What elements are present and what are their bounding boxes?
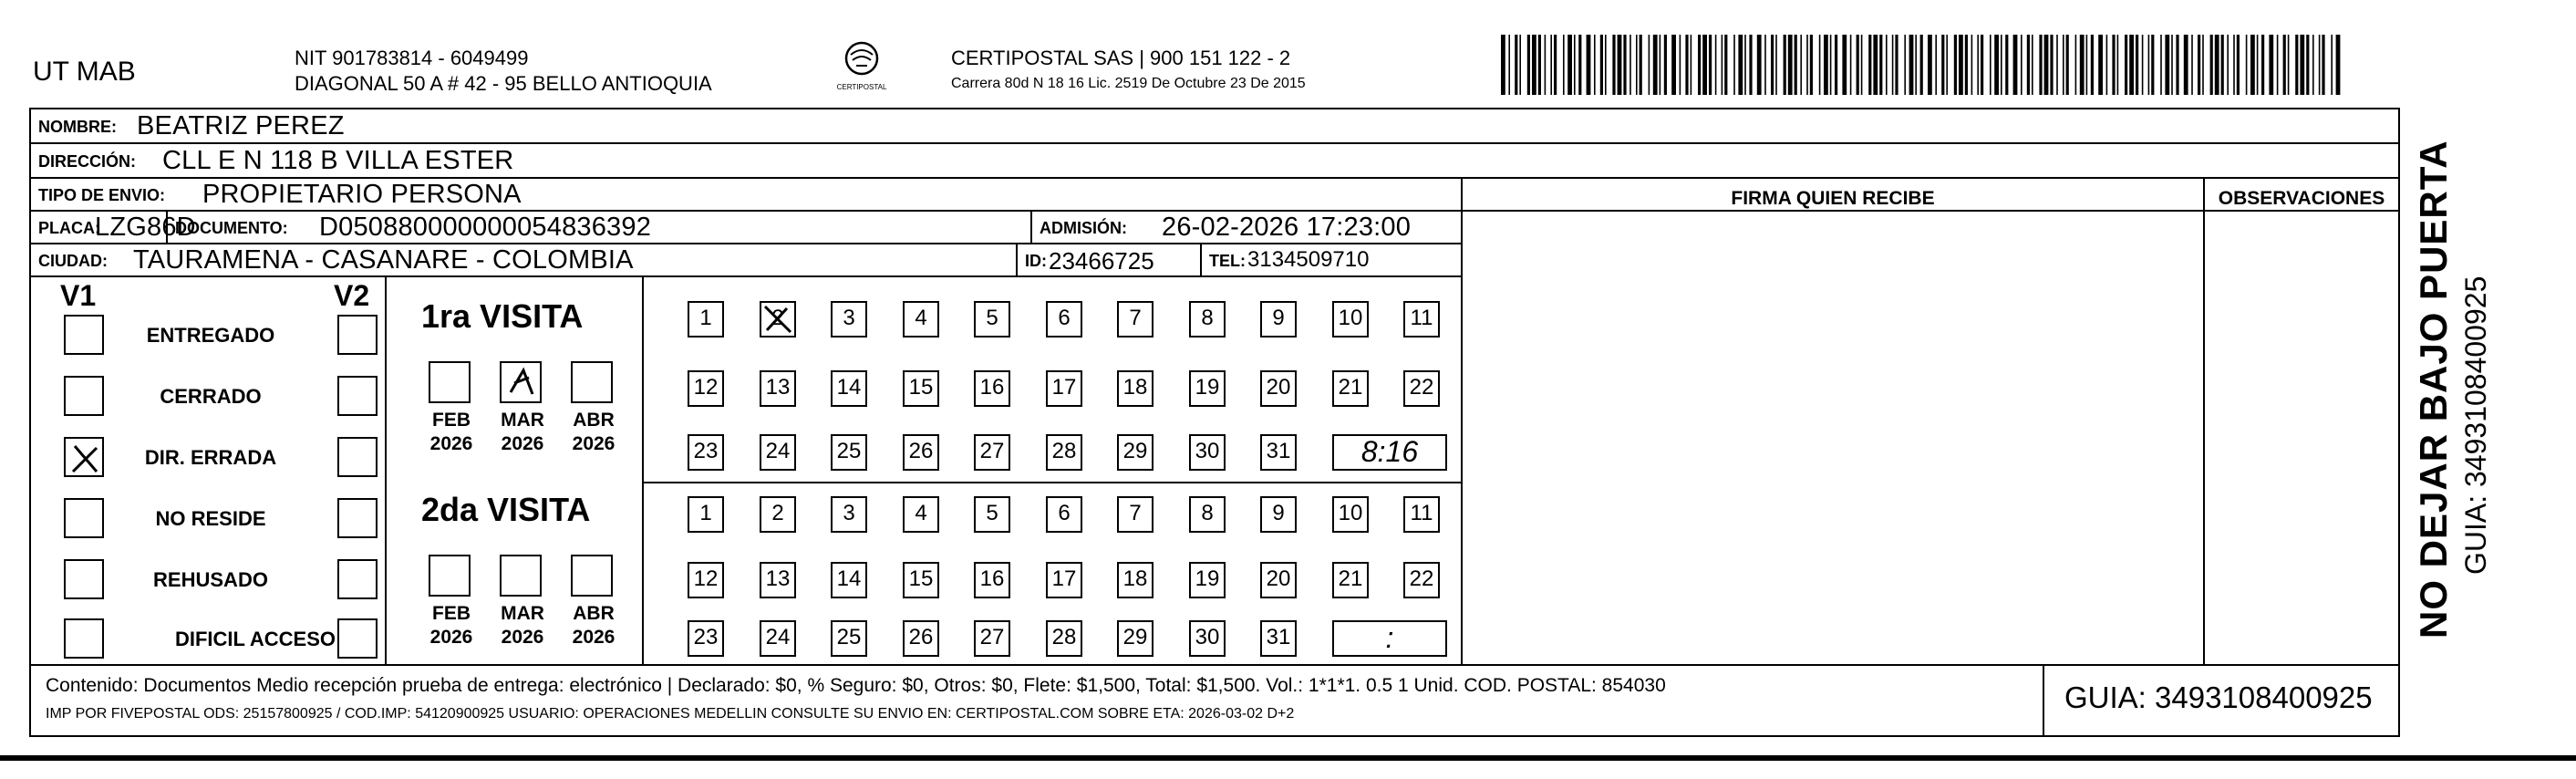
day-box[interactable]: 17 [1046, 370, 1082, 407]
v2-checkbox[interactable] [337, 559, 378, 599]
day-box[interactable]: 31 [1260, 434, 1297, 471]
day-box[interactable]: 14 [831, 370, 867, 407]
day-box[interactable]: 16 [974, 562, 1010, 598]
day-box[interactable]: 26 [903, 434, 939, 471]
v2-checkbox[interactable] [337, 498, 378, 538]
month-checkbox[interactable] [500, 555, 542, 597]
day-box[interactable]: 16 [974, 370, 1010, 407]
observations-area[interactable] [2207, 212, 2396, 662]
day-box[interactable]: 15 [903, 562, 939, 598]
recipient-city: TAURAMENA - CASANARE - COLOMBIA [133, 245, 634, 275]
sender-address: DIAGONAL 50 A # 42 - 95 BELLO ANTIOQUIA [295, 72, 712, 95]
contents-line: Contenido: Documentos Medio recepción prueba de entrega: electrónico | Declarado: $0, % Seguro: $0, Otros: $0, Flete: $1,500, Total: $1,500. Vol.: 1*1*1. 0.5 1 Unid. COD. POSTAL: 854030 [46, 675, 1666, 696]
day-box[interactable]: 27 [974, 434, 1010, 471]
day-box[interactable]: 20 [1260, 562, 1297, 598]
documento-label: DOCUMENTO: [175, 219, 288, 237]
month-name: FEB [432, 410, 471, 431]
logo-text: CERTIPOSTAL [836, 83, 887, 91]
day-box[interactable]: 24 [760, 620, 796, 657]
time-box[interactable]: 8:16 [1332, 434, 1447, 471]
day-box[interactable]: 4 [903, 496, 939, 533]
month-checkbox[interactable] [429, 361, 471, 403]
day-box[interactable]: 21 [1332, 562, 1369, 598]
nit-line: NIT 901783814 - 6049499 [295, 47, 529, 69]
admision-label: ADMISIÓN: [1040, 219, 1127, 237]
firma-header: FIRMA QUIEN RECIBE [1731, 188, 1935, 209]
day-box[interactable]: 20 [1260, 370, 1297, 407]
direccion-label: DIRECCIÓN: [38, 152, 136, 171]
shipping-form [29, 108, 2400, 737]
month-year: 2026 [501, 433, 544, 454]
day-box[interactable]: 11 [1403, 496, 1440, 533]
status-label: CERRADO [160, 385, 262, 408]
month-checkbox[interactable] [571, 361, 613, 403]
day-box[interactable]: 28 [1046, 434, 1082, 471]
day-box[interactable]: 8 [1189, 496, 1226, 533]
month-checkbox[interactable] [500, 361, 542, 403]
v1-header: V1 [60, 279, 97, 312]
day-box[interactable]: 27 [974, 620, 1010, 657]
recipient-id: 23466725 [1049, 247, 1154, 275]
brand-name: UT MAB [33, 57, 136, 87]
day-box[interactable]: 14 [831, 562, 867, 598]
day-box[interactable]: 7 [1117, 301, 1154, 338]
month-year: 2026 [572, 627, 616, 648]
day-box[interactable]: 1 [688, 301, 724, 338]
nombre-label: NOMBRE: [38, 118, 117, 136]
v1-checkbox[interactable] [64, 437, 104, 477]
v1-checkbox[interactable] [64, 376, 104, 416]
plate-number: LZG86D [95, 213, 196, 242]
day-box[interactable]: 6 [1046, 301, 1082, 338]
check-mark-icon [502, 363, 543, 405]
day-box[interactable]: 19 [1189, 370, 1226, 407]
month-name: ABR [573, 603, 615, 624]
day-box[interactable]: 24 [760, 434, 796, 471]
day-box[interactable]: 30 [1189, 620, 1226, 657]
observaciones-header: OBSERVACIONES [2218, 188, 2385, 209]
month-name: MAR [501, 410, 544, 431]
month-label [564, 409, 624, 456]
status-label: NO RESIDE [155, 507, 266, 530]
day-box[interactable]: 12 [688, 562, 724, 598]
shipment-type: PROPIETARIO PERSONA [202, 180, 522, 209]
v1-checkbox[interactable] [64, 498, 104, 538]
courier-license: Carrera 80d N 18 16 Lic. 2519 De Octubre 23 De 2015 [951, 76, 1306, 91]
no-dejar-bajo-puerta: NO DEJAR BAJO PUERTA [2412, 140, 2455, 639]
tel-label: TEL: [1209, 252, 1246, 270]
v2-checkbox[interactable] [337, 618, 378, 659]
v2-checkbox[interactable] [337, 437, 378, 477]
day-box[interactable]: 25 [831, 620, 867, 657]
day-box[interactable]: 3 [831, 496, 867, 533]
month-year: 2026 [572, 433, 616, 454]
day-box[interactable]: 23 [688, 620, 724, 657]
tipo-envio-label: TIPO DE ENVIO: [38, 186, 166, 204]
month-year: 2026 [501, 627, 544, 648]
day-box[interactable]: 13 [760, 562, 796, 598]
courier-info [951, 46, 1306, 97]
courier-company: CERTIPOSTAL SAS | 900 151 122 - 2 [951, 47, 1291, 69]
v2-checkbox[interactable] [337, 315, 378, 355]
ciudad-label: CIUDAD: [38, 252, 108, 270]
day-box[interactable]: 13 [760, 370, 796, 407]
id-label: ID: [1025, 252, 1047, 270]
month-checkbox[interactable] [571, 555, 613, 597]
day-box[interactable]: 11 [1403, 301, 1440, 338]
time-box[interactable]: : [1332, 620, 1447, 657]
month-name: FEB [432, 603, 471, 624]
sender-info [295, 46, 712, 97]
day-box[interactable]: 12 [688, 370, 724, 407]
signature-area[interactable] [1464, 212, 2201, 662]
status-label: DIR. ERRADA [144, 446, 277, 469]
day-box[interactable]: 22 [1403, 370, 1440, 407]
v1-checkbox[interactable] [64, 315, 104, 355]
status-label: DIFICIL ACCESO [174, 628, 336, 650]
day-box[interactable]: 29 [1117, 620, 1154, 657]
document-number: D050880000000054836392 [319, 213, 652, 242]
day-box[interactable]: 10 [1332, 301, 1369, 338]
day-box[interactable]: 3 [831, 301, 867, 338]
guide-number: GUIA: 3493108400925 [2064, 680, 2373, 714]
day-box[interactable]: 2 [760, 496, 796, 533]
month-label [421, 602, 481, 649]
visit2-title: 2da VISITA [421, 491, 591, 528]
v2-header: V2 [334, 279, 370, 312]
recipient-name: BEATRIZ PEREZ [137, 111, 345, 140]
day-box[interactable]: 7 [1117, 496, 1154, 533]
day-box[interactable]: 30 [1189, 434, 1226, 471]
day-box[interactable]: 4 [903, 301, 939, 338]
side-guide-number: GUIA: 3493108400925 [2459, 275, 2492, 575]
month-label [564, 602, 624, 649]
day-box[interactable]: 18 [1117, 370, 1154, 407]
day-box[interactable]: 25 [831, 434, 867, 471]
visit1-title: 1ra VISITA [421, 297, 584, 335]
v2-checkbox[interactable] [337, 376, 378, 416]
day-box[interactable]: 28 [1046, 620, 1082, 657]
certipostal-logo [834, 38, 889, 97]
check-mark-icon [66, 439, 106, 479]
print-info-line: IMP POR FIVEPOSTAL ODS: 25157800925 / COD.IMP: 54120900925 USUARIO: OPERACIONES MEDELLIN CONSULTE SU ENVIO EN: CERTIPOSTAL.COM SOBRE ETA: 2026-03-02 D+2 [46, 706, 1295, 722]
day-box[interactable]: 9 [1260, 496, 1297, 533]
day-box[interactable]: 6 [1046, 496, 1082, 533]
month-checkbox[interactable] [429, 555, 471, 597]
day-box[interactable]: 8 [1189, 301, 1226, 338]
month-year: 2026 [429, 627, 473, 648]
month-label [492, 602, 553, 649]
day-box[interactable]: 10 [1332, 496, 1369, 533]
admission-datetime: 26-02-2026 17:23:00 [1162, 213, 1412, 242]
day-box[interactable]: 19 [1189, 562, 1226, 598]
day-box[interactable]: 5 [974, 301, 1010, 338]
month-name: MAR [501, 603, 544, 624]
day-box[interactable]: 21 [1332, 370, 1369, 407]
day-box[interactable]: 15 [903, 370, 939, 407]
barcode-icon [1501, 35, 2343, 95]
day-box[interactable]: 23 [688, 434, 724, 471]
day-box[interactable]: 1 [688, 496, 724, 533]
side-notice [2403, 140, 2512, 657]
recipient-phone: 3134509710 [1247, 247, 1370, 272]
day-box[interactable]: 2 [760, 301, 796, 338]
day-box[interactable]: 29 [1117, 434, 1154, 471]
day-box[interactable]: 9 [1260, 301, 1297, 338]
month-year: 2026 [429, 433, 473, 454]
v1-checkbox[interactable] [64, 618, 104, 659]
day-box[interactable]: 17 [1046, 562, 1082, 598]
bottom-rule [0, 755, 2576, 761]
day-mark-icon [760, 301, 796, 338]
status-label: ENTREGADO [146, 324, 275, 347]
month-name: ABR [573, 410, 615, 431]
day-box[interactable]: 31 [1260, 620, 1297, 657]
status-label: REHUSADO [153, 568, 268, 591]
day-box[interactable]: 18 [1117, 562, 1154, 598]
day-box[interactable]: 5 [974, 496, 1010, 533]
recipient-address: CLL E N 118 B VILLA ESTER [162, 146, 514, 175]
month-label [492, 409, 553, 456]
day-box[interactable]: 22 [1403, 562, 1440, 598]
month-label [421, 409, 481, 456]
placa-label: PLACA: [38, 219, 100, 237]
v1-checkbox[interactable] [64, 559, 104, 599]
day-box[interactable]: 26 [903, 620, 939, 657]
